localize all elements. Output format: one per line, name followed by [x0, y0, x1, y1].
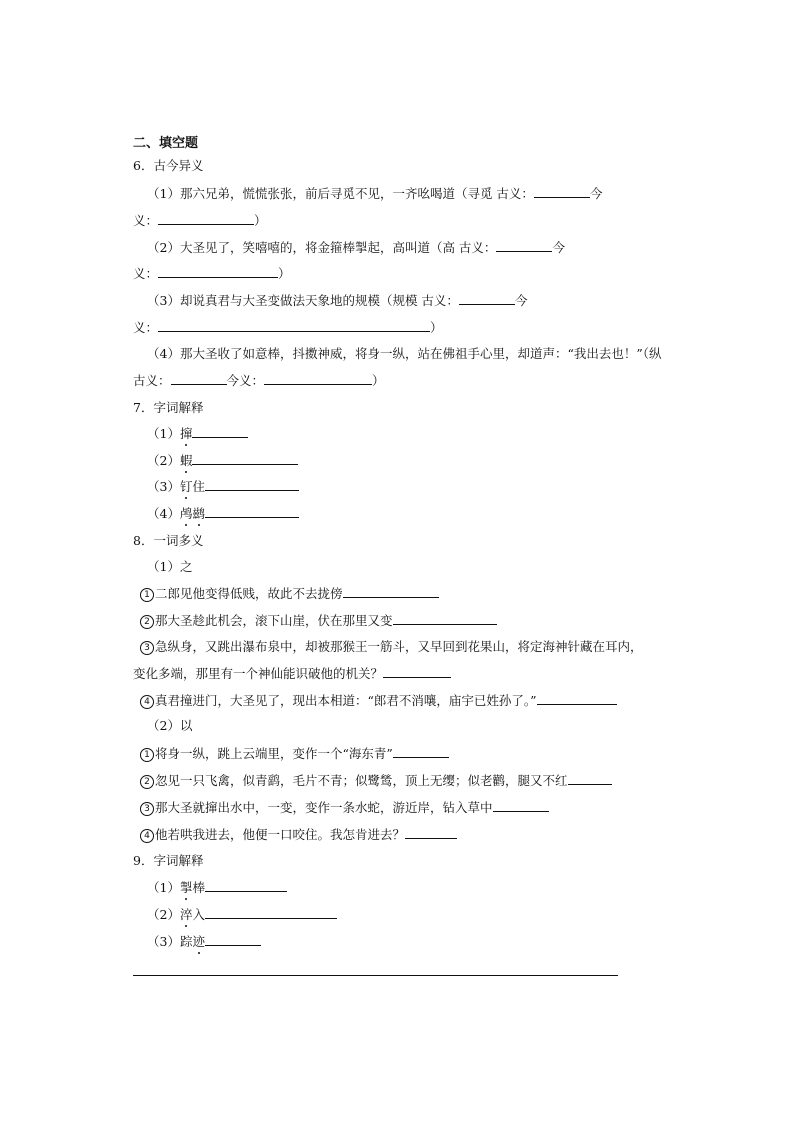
answer-blank[interactable]	[205, 505, 299, 518]
q7-item3	[147, 478, 299, 495]
answer-blank[interactable]	[205, 478, 299, 491]
q8-sentence3-line2	[133, 665, 451, 682]
q9-item3	[147, 933, 261, 950]
q6-item2-close: ）	[278, 266, 291, 281]
answer-blank[interactable]	[405, 826, 457, 839]
q8-sentence5	[140, 745, 449, 762]
answer-blank[interactable]	[383, 665, 451, 678]
answer-blank[interactable]	[393, 745, 449, 758]
answer-blank[interactable]	[158, 265, 278, 278]
answer-blank[interactable]	[205, 906, 337, 919]
q7-item1	[147, 425, 248, 442]
q6-item4-line2	[133, 372, 385, 389]
q6-item1-today: 今	[589, 186, 603, 201]
answer-blank[interactable]	[205, 879, 287, 892]
q7-item4	[147, 505, 299, 522]
q8-sentence3-text: 急纵身，又跳出瀑布泉中，却被那猴王一筋斗，又早回到花果山，将定海神针藏在耳内，	[155, 639, 643, 654]
q9-item2-char1: 淬	[179, 907, 193, 922]
q6-item4-ancient-label: 古义：	[133, 373, 171, 388]
q8-sentence2	[140, 612, 497, 629]
q6-item4-line1	[147, 346, 662, 362]
q7-item1-char1: 撺	[179, 426, 193, 441]
answer-blank[interactable]	[393, 612, 497, 625]
q6-item2-meaning-label: 义：	[133, 266, 159, 281]
q8-sentence4-text: 真君撞进门，大圣见了，现出本相道：“郎君不消嚷，庙宇已姓孙了。”	[155, 693, 537, 708]
q8-circle-number: 1	[140, 588, 154, 602]
q8-sentence3-line1	[140, 639, 643, 655]
q6-item2-text: （2）大圣见了，笑嘻嘻的，将金箍棒掣起，高叫道（高 古义：	[147, 240, 497, 255]
q8-circle-number: 3	[140, 641, 154, 655]
q6-item1-meaning-label: 义：	[133, 213, 159, 228]
answer-blank[interactable]	[496, 239, 552, 252]
q8-sentence7	[140, 799, 549, 816]
q6-item1-close: ）	[254, 213, 267, 228]
q8-sentence1-text: 二郎见他变得低贱，故此不去拢傍	[155, 586, 343, 601]
q8-circle-number: 4	[140, 829, 154, 843]
q8-sub1: （1）之	[147, 559, 193, 574]
q8-sentence6-text: 忽见一只飞禽，似青鹞，毛片不青；似鹭鸶，顶上无缨；似老鹳，腿又不红	[155, 773, 568, 788]
q9-item2-char2: 入	[192, 907, 205, 922]
q6-item3-close: ）	[430, 320, 443, 335]
q8-sub2: （2）以	[147, 718, 193, 733]
section-title: 二、填空题	[133, 136, 199, 151]
answer-blank[interactable]	[158, 319, 430, 332]
q9-item3-char1: 踪	[179, 934, 193, 949]
divider-line	[133, 975, 618, 976]
q7-item3-char1: 钉	[179, 479, 193, 494]
q6-item1-line2	[133, 212, 267, 229]
q8-circle-number: 4	[140, 695, 154, 709]
q9-item1	[147, 879, 287, 896]
answer-blank[interactable]	[493, 799, 549, 812]
q7-item2-char1: 蝦	[179, 453, 193, 468]
q6-item1-line1	[147, 185, 602, 202]
q8-sentence1	[140, 585, 439, 602]
q7-item4-number: （4）	[147, 506, 180, 521]
q9-item1-char1: 掣	[179, 880, 193, 895]
q6-item4-close: ）	[372, 373, 385, 388]
q7-item4-char2: 鹚	[192, 506, 205, 521]
q8-sentence8	[140, 826, 457, 843]
q8-sentence4	[140, 692, 617, 709]
q7-heading: 7．字词解释	[133, 400, 204, 415]
q7-item4-char1: 鸬	[179, 506, 193, 521]
q8-circle-number: 1	[140, 748, 154, 762]
q8-circle-number: 3	[140, 802, 154, 816]
q7-item3-char2: 住	[192, 479, 205, 494]
q8-sentence7-text: 那大圣就撺出水中，一变，变作一条水蛇，游近岸，钻入草中	[155, 800, 493, 815]
q6-item2-line1	[147, 239, 565, 256]
answer-blank[interactable]	[343, 585, 439, 598]
q7-item3-number: （3）	[147, 479, 180, 494]
q6-item3-today: 今	[514, 293, 528, 308]
q6-item3-meaning-label: 义：	[133, 320, 159, 335]
q8-sentence6	[140, 772, 612, 789]
answer-blank[interactable]	[568, 772, 612, 785]
q8-sentence5-text: 将身一纵，跳上云端里，变作一个“海东青”	[155, 746, 393, 761]
q6-item2-today: 今	[552, 240, 565, 255]
q9-item2	[147, 906, 337, 923]
q6-item4-text: （4）那大圣收了如意棒，抖擞神威，将身一纵，站在佛祖手心里，却道声：“我出去也！”（纵	[147, 346, 662, 361]
q8-sentence2-text: 那大圣趁此机会，滚下山崖，伏在那里又变	[155, 613, 393, 628]
q9-item1-number: （1）	[147, 880, 180, 895]
q8-heading: 8．一词多义	[133, 533, 204, 548]
q6-item2-line2	[133, 265, 291, 282]
q6-heading: 6．古今异义	[133, 158, 204, 173]
q6-item1-text: （1）那六兄弟，慌慌张张，前后寻觅不见，一齐吆喝道（寻觅 古义：	[147, 186, 534, 201]
q6-item4-today-label: 今义：	[226, 373, 265, 388]
q9-item3-char2: 迹	[192, 934, 205, 949]
q8-circle-number: 2	[140, 775, 154, 789]
answer-blank[interactable]	[192, 425, 248, 438]
answer-blank[interactable]	[537, 692, 617, 705]
q8-sentence8-text: 他若哄我进去，他便一口咬住。我怎肯进去？	[155, 827, 406, 842]
q9-item2-number: （2）	[147, 907, 180, 922]
q6-item3-text: （3）却说真君与大圣变做法天象地的规模（规模 古义：	[147, 293, 459, 308]
answer-blank[interactable]	[171, 372, 227, 385]
q6-item3-line2	[133, 319, 443, 336]
q9-heading: 9．字词解释	[133, 853, 204, 868]
q8-sentence3-cont: 变化多端，那里有一个神仙能识破他的机关？	[133, 666, 384, 681]
answer-blank[interactable]	[264, 372, 372, 385]
q9-item3-number: （3）	[147, 934, 180, 949]
q8-circle-number: 2	[140, 615, 154, 629]
q9-item1-char2: 棒	[192, 880, 205, 895]
q7-item2	[147, 452, 298, 469]
answer-blank[interactable]	[192, 452, 298, 465]
q6-item3-line1	[147, 292, 527, 309]
answer-blank[interactable]	[459, 292, 515, 305]
q7-item2-number: （2）	[147, 453, 180, 468]
answer-blank[interactable]	[534, 185, 590, 198]
answer-blank[interactable]	[158, 212, 254, 225]
q7-item1-number: （1）	[147, 426, 180, 441]
answer-blank[interactable]	[205, 933, 261, 946]
